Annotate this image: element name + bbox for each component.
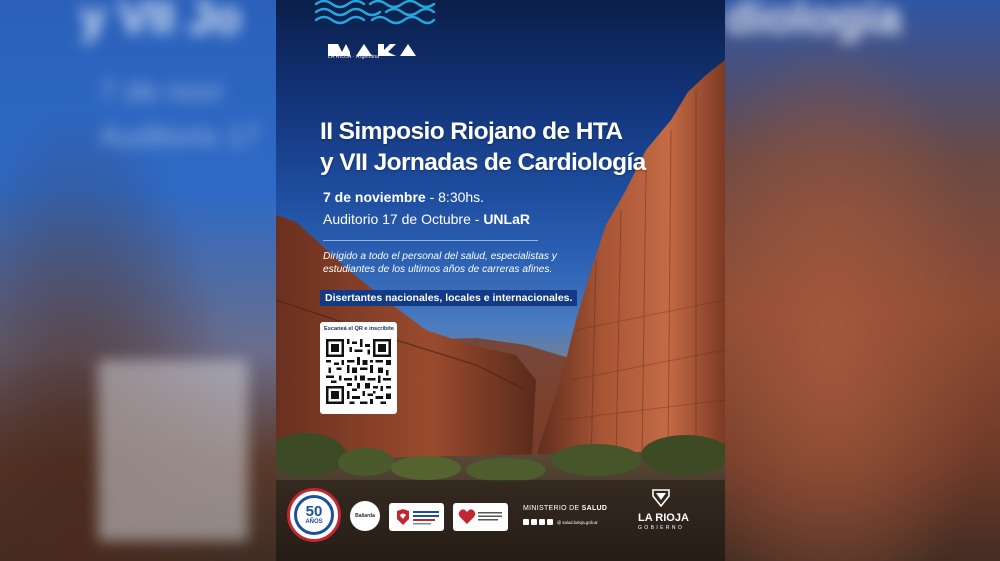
backdrop-date: 7 de novi bbox=[100, 75, 222, 108]
qr-registration-card[interactable] bbox=[320, 322, 397, 414]
heart-icon bbox=[453, 503, 508, 531]
title-line-2: y VII Jornadas de Cardiología bbox=[320, 149, 646, 176]
ministry-plain: MINISTERIO DE bbox=[523, 505, 582, 512]
event-date bbox=[323, 189, 484, 205]
heart-shield-icon bbox=[389, 503, 444, 531]
backdrop-title: y VII Jo bbox=[80, 0, 242, 43]
blurred-backdrop-left bbox=[0, 0, 276, 561]
brand-subtitle: LA RIOJA · Argentina bbox=[328, 54, 380, 60]
venue-institution: UNLaR bbox=[483, 211, 530, 227]
la-rioja-brand-logo bbox=[328, 38, 428, 68]
hta-society-logo bbox=[389, 503, 444, 531]
qr-label: Escaneá el QR e inscribite bbox=[324, 326, 394, 332]
audience-description: Dirigido a todo el personal del salud, especialistas y estudiantes de los ultimos años de carreras afines. bbox=[323, 251, 557, 275]
youtube-icon[interactable] bbox=[539, 519, 545, 525]
date-time: - 8:30hs. bbox=[425, 189, 485, 205]
canyon-illustration bbox=[276, 0, 725, 561]
twitter-icon[interactable] bbox=[531, 519, 537, 525]
event-title bbox=[320, 116, 646, 178]
title-line-1: II Simposio Riojano de HTA bbox=[320, 118, 623, 145]
blurred-backdrop-right bbox=[725, 0, 1000, 561]
speakers-banner: Disertantes nacionales, locales e internacionales. bbox=[320, 290, 577, 306]
facebook-icon[interactable] bbox=[523, 519, 529, 525]
government-emblem-icon bbox=[652, 489, 670, 507]
backdrop-venue: Auditorio 17 bbox=[100, 120, 261, 153]
date-bold: 7 de noviembre bbox=[323, 189, 426, 205]
baliarda-logo: Baliarda bbox=[350, 501, 380, 531]
wave-pattern-logo bbox=[314, 0, 436, 30]
event-venue bbox=[323, 211, 530, 227]
social-url[interactable]: @ salud.larioja.gob.ar bbox=[557, 519, 598, 525]
seal-number: 50 bbox=[305, 503, 323, 520]
ministry-bold: SALUD bbox=[581, 505, 608, 512]
seal-text: AÑOS bbox=[305, 519, 323, 525]
ministry-label bbox=[523, 505, 607, 512]
fifty-years-seal bbox=[287, 488, 341, 542]
backdrop-title-right: diología bbox=[725, 0, 902, 43]
backdrop-qr-block bbox=[98, 360, 248, 541]
venue-name: Auditorio 17 de Octubre - bbox=[323, 211, 484, 227]
government-sub: GOBIERNO bbox=[638, 525, 685, 531]
social-row bbox=[523, 518, 598, 526]
government-name: LA RIOJA bbox=[638, 512, 689, 524]
instagram-icon[interactable] bbox=[547, 519, 553, 525]
qr-code-icon[interactable] bbox=[326, 339, 391, 404]
sponsor-logos bbox=[276, 484, 725, 561]
divider bbox=[323, 240, 538, 241]
cardiology-society-logo bbox=[453, 503, 508, 531]
event-poster bbox=[276, 0, 725, 561]
